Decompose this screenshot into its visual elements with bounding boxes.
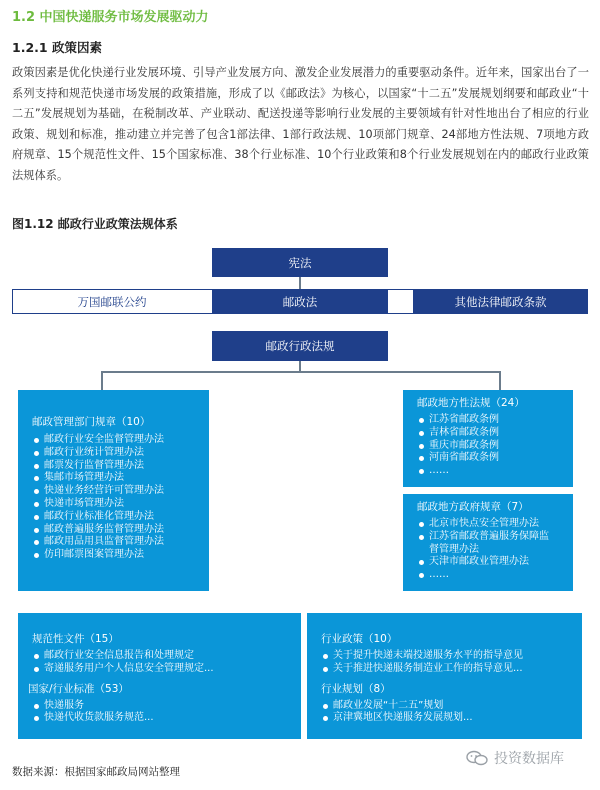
upu-convention-label: 万国邮联公约 — [77, 294, 147, 309]
bullet-icon — [419, 456, 424, 461]
list-item: 江苏省邮政条例 — [417, 414, 573, 427]
policy-paragraph: 政策因素是优化快递行业发展环境、引导产业发展方向、激发企业发展潜力的重要驱动条件。近年来，国家出台了一系列支持和规范快递市场发展的政策措施，形成了以《邮政法》为核心，以国家“十二五”发展规划纲要和邮政业“十二五”发展规划为基础，在税制改革、产业联动、配送投递等影响行业发展的主要领域有针对性地出台了相应的行业政策、规划和标准，推动建立并完善了包含1部法律、1部行政法规、10项部门规章、24部地方性法规、7项地方政府规章、15个规范性文件、15个国家标准、38个行业标准、10个行业政策和8个行业发展规划在内的邮政行业政策法规体系。 — [12, 66, 589, 182]
bullet-icon — [34, 540, 39, 545]
bullet-icon — [34, 716, 39, 721]
bullet-icon — [419, 573, 424, 578]
wechat-icon — [466, 750, 488, 766]
local-laws-box — [403, 390, 573, 487]
list-item: 重庆市邮政条例 — [417, 440, 573, 453]
list-item: 天津市邮政业管理办法 — [417, 556, 573, 569]
list-item: 江苏省邮政普遍服务保障监 — [417, 531, 573, 544]
dept-rules-box — [18, 390, 209, 591]
list-item: 关于提升快递末端投递服务水平的指导意见 — [321, 650, 582, 663]
list-item: 吉林省邮政条例 — [417, 427, 573, 440]
list-item: 邮政行业安全监督管理办法 — [32, 434, 209, 447]
bullet-icon — [34, 451, 39, 456]
section-title: 1.2 中国快递服务市场发展驱动力 — [12, 10, 209, 25]
list-item: 邮政行业统计管理办法 — [32, 447, 209, 460]
bullet-icon — [34, 464, 39, 469]
normative-docs-title: 规范性文件（15） — [32, 633, 119, 645]
bullet-icon — [419, 444, 424, 449]
bullet-icon — [34, 438, 39, 443]
list-item: 邮政行业安全信息报告和处理规定 — [32, 650, 301, 663]
connector-admin-stem — [299, 361, 301, 371]
bullet-icon — [34, 528, 39, 533]
normative-standards-box — [18, 613, 301, 739]
bullet-icon — [419, 560, 424, 565]
bullet-icon — [34, 515, 39, 520]
list-item: 寄递服务用户个人信息安全管理规定... — [32, 663, 301, 676]
local-laws-title: 邮政地方性法规（24） — [417, 397, 525, 409]
bullet-icon — [419, 469, 424, 474]
list-item: …… — [417, 569, 573, 582]
list-item: 北京市快点安全管理办法 — [417, 518, 573, 531]
bullet-icon — [419, 431, 424, 436]
bullet-icon — [34, 704, 39, 709]
list-item: 邮政普遍服务监督管理办法 — [32, 524, 209, 537]
list-item: 邮票发行监督管理办法 — [32, 460, 209, 473]
figure-title: 图1.12 邮政行业政策法规体系 — [12, 217, 178, 231]
dept-rules-title: 邮政管理部门规章（10） — [32, 416, 151, 428]
list-item: 邮政用品用具监督管理办法 — [32, 536, 209, 549]
list-item: 快递服务 — [32, 700, 301, 713]
list-item: 京津冀地区快递服务发展规划... — [321, 712, 582, 725]
industry-policy-title: 行业政策（10） — [321, 633, 398, 645]
list-item: 快递业务经营许可管理办法 — [32, 485, 209, 498]
list-item: 邮政行业标准化管理办法 — [32, 511, 209, 524]
standards-title: 国家/行业标准（53） — [28, 682, 129, 695]
watermark — [466, 748, 564, 768]
bullet-icon — [34, 667, 39, 672]
list-item: …… — [417, 465, 573, 478]
local-gov-rules-title: 邮政地方政府规章（7） — [417, 501, 529, 513]
constitution-box: 宪法 — [212, 248, 388, 277]
list-item: 邮政业发展“十二五”规划 — [321, 700, 582, 713]
admin-regulation-box: 邮政行政法规 — [212, 331, 388, 361]
connector-left-drop — [101, 371, 103, 390]
bullet-icon — [419, 522, 424, 527]
postal-law-box: 邮政法 — [212, 289, 388, 314]
local-gov-rules-box — [403, 494, 573, 591]
connector-branch-bar — [101, 371, 500, 373]
other-laws-box: 其他法律邮政条款 — [413, 289, 588, 314]
bullet-icon — [34, 553, 39, 558]
list-item: 快递代收货款服务规范... — [32, 712, 301, 725]
bullet-icon — [419, 418, 424, 423]
bullet-icon — [419, 535, 424, 540]
bullet-icon — [34, 476, 39, 481]
list-item: 集邮市场管理办法 — [32, 472, 209, 485]
connector-constitution — [299, 277, 301, 289]
list-item: 河南省邮政条例 — [417, 452, 573, 465]
list-item: 快递市场管理办法 — [32, 498, 209, 511]
connector-right-drop — [499, 371, 501, 390]
bullet-icon — [34, 502, 39, 507]
watermark-text: 投资数据库 — [494, 751, 564, 767]
subsection-title: 1.2.1 政策因素 — [12, 40, 102, 55]
bullet-icon — [323, 704, 328, 709]
list-item: 督管理办法 — [429, 543, 479, 555]
bullet-icon — [323, 654, 328, 659]
industry-plan-title: 行业规划（8） — [321, 682, 391, 695]
bullet-icon — [34, 654, 39, 659]
industry-policy-plan-box — [307, 613, 582, 739]
bullet-icon — [34, 489, 39, 494]
bullet-icon — [323, 716, 328, 721]
data-source: 数据来源：根据国家邮政局网站整理 — [12, 766, 180, 778]
bullet-icon — [323, 667, 328, 672]
list-item: 关于推进快递服务制造业工作的指导意见... — [321, 663, 582, 676]
list-item: 仿印邮票图案管理办法 — [32, 549, 209, 562]
